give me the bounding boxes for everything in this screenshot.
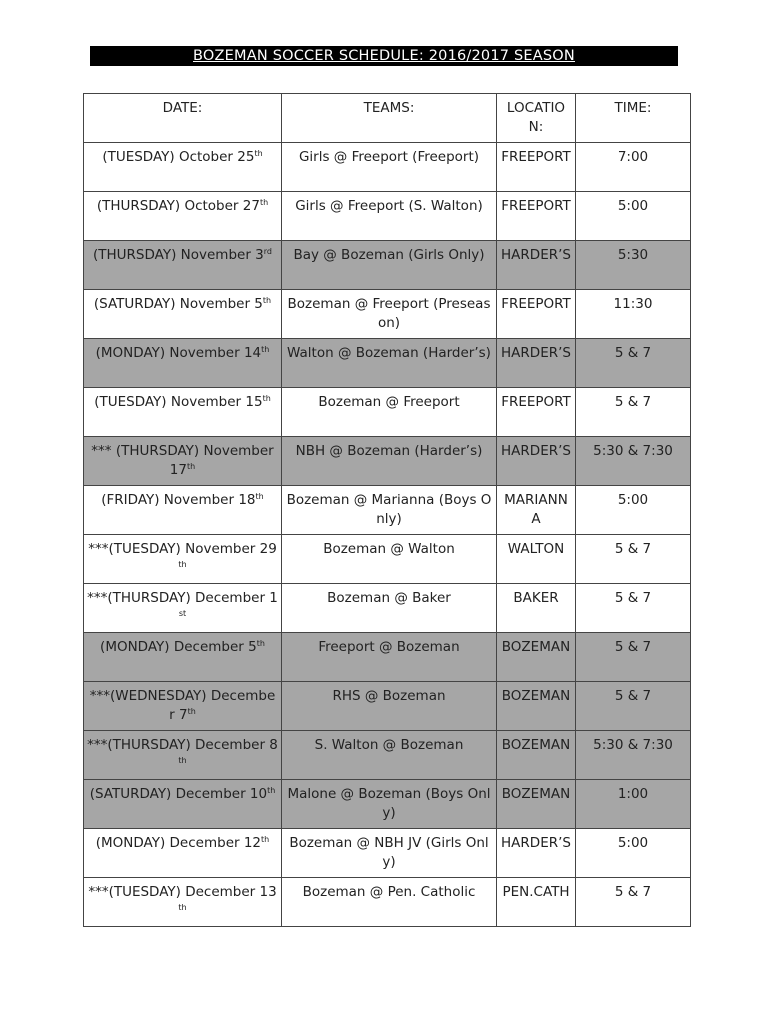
location-cell [497, 682, 576, 731]
table-row [84, 339, 691, 388]
location-cell [497, 486, 576, 535]
teams-cell [282, 388, 497, 437]
location-cell [497, 829, 576, 878]
time-cell-text: 7:00 [617, 149, 649, 165]
date-cell-text: (TUESDAY) November 15 [94, 394, 263, 410]
date-cell [84, 829, 282, 878]
time-cell-text: 5 & 7 [614, 541, 652, 557]
time-cell-text: 5:00 [617, 198, 649, 214]
date-cell-text: (MONDAY) December 5 [100, 639, 257, 655]
date-cell [84, 535, 282, 584]
location-cell-text: BAKER [513, 590, 559, 606]
time-cell [576, 731, 691, 780]
date-cell-text: (THURSDAY) October 27 [96, 198, 260, 214]
header-date: DATE: [84, 94, 282, 143]
date-cell [84, 780, 282, 829]
time-cell-text: 5:00 [617, 492, 649, 508]
teams-cell [282, 290, 497, 339]
date-cell-text: ***(THURSDAY) December 1 [87, 590, 278, 606]
teams-cell [282, 192, 497, 241]
time-cell [576, 829, 691, 878]
date-cell-text: ***(THURSDAY) December 8 [87, 737, 278, 753]
time-cell [576, 878, 691, 927]
location-cell [497, 143, 576, 192]
date-ordinal-suffix: st [178, 609, 187, 618]
date-cell [84, 584, 282, 633]
location-cell-text: BOZEMAN [501, 737, 571, 753]
teams-cell-text: Bozeman @ NBH JV (Girls Only) [289, 835, 489, 870]
location-cell-text: PEN.CATH [502, 884, 570, 900]
table-row [84, 486, 691, 535]
date-ordinal-suffix: th [178, 560, 187, 569]
time-cell-text: 5 & 7 [614, 590, 652, 606]
location-cell [497, 878, 576, 927]
header-location: LOCATION: [497, 94, 576, 143]
time-cell [576, 143, 691, 192]
teams-cell-text: Bozeman @ Freeport [318, 394, 460, 410]
teams-cell [282, 682, 497, 731]
teams-cell-text: Walton @ Bozeman (Harder’s) [287, 345, 491, 361]
time-cell-text: 5:30 [617, 247, 649, 263]
time-cell-text: 11:30 [613, 296, 653, 312]
date-cell-text: (MONDAY) December 12 [95, 835, 262, 851]
date-ordinal-suffix: th [256, 639, 265, 648]
location-cell [497, 633, 576, 682]
time-cell [576, 535, 691, 584]
teams-cell [282, 780, 497, 829]
teams-cell-text: RHS @ Bozeman [332, 688, 446, 704]
table-row [84, 535, 691, 584]
location-cell-text: BOZEMAN [501, 639, 571, 655]
date-cell [84, 682, 282, 731]
location-cell [497, 241, 576, 290]
table-row [84, 780, 691, 829]
date-ordinal-suffix: th [254, 149, 263, 158]
date-ordinal-suffix: th [178, 903, 187, 912]
date-cell [84, 290, 282, 339]
teams-cell-text: NBH @ Bozeman (Harder’s) [295, 443, 483, 459]
time-cell [576, 192, 691, 241]
date-cell [84, 241, 282, 290]
table-row [84, 731, 691, 780]
time-cell-text: 5:30 & 7:30 [593, 737, 673, 753]
teams-cell-text: Bozeman @ Marianna (Boys Only) [286, 492, 492, 527]
table-row [84, 829, 691, 878]
teams-cell-text: Bozeman @ Baker [327, 590, 451, 606]
date-ordinal-suffix: th [262, 394, 271, 403]
location-cell [497, 339, 576, 388]
date-cell-text: ***(TUESDAY) December 13 [88, 884, 277, 900]
teams-cell-text: Girls @ Freeport (S. Walton) [295, 198, 483, 214]
location-cell-text: HARDER’S [501, 443, 571, 459]
table-row [84, 584, 691, 633]
location-cell [497, 535, 576, 584]
location-cell-text: HARDER’S [501, 835, 571, 851]
header-time: TIME: [576, 94, 691, 143]
location-cell-text: WALTON [507, 541, 565, 557]
date-cell [84, 388, 282, 437]
teams-cell-text: Bay @ Bozeman (Girls Only) [293, 247, 485, 263]
time-cell [576, 780, 691, 829]
location-cell-text: BOZEMAN [501, 688, 571, 704]
header-teams: TEAMS: [282, 94, 497, 143]
location-cell [497, 780, 576, 829]
time-cell-text: 5 & 7 [614, 688, 652, 704]
teams-cell [282, 633, 497, 682]
table-row [84, 388, 691, 437]
teams-cell [282, 829, 497, 878]
date-ordinal-suffix: rd [263, 247, 272, 256]
time-cell [576, 633, 691, 682]
schedule-title [90, 46, 678, 66]
date-cell-text: (THURSDAY) November 3 [93, 247, 264, 263]
location-cell [497, 584, 576, 633]
time-cell-text: 5 & 7 [614, 639, 652, 655]
schedule-table [83, 93, 691, 927]
schedule-title-text: BOZEMAN SOCCER SCHEDULE: 2016/2017 SEASON [193, 48, 575, 64]
date-ordinal-suffix: th [259, 198, 269, 207]
teams-cell [282, 437, 497, 486]
table-row [84, 437, 691, 486]
time-cell [576, 290, 691, 339]
date-ordinal-suffix: th [255, 492, 264, 501]
location-cell-text: FREEPORT [501, 296, 571, 312]
teams-cell [282, 731, 497, 780]
teams-cell-text: Bozeman @ Walton [323, 541, 455, 557]
date-cell-text: (TUESDAY) October 25 [102, 149, 255, 165]
teams-cell [282, 535, 497, 584]
time-cell [576, 437, 691, 486]
location-cell-text: BOZEMAN [501, 786, 571, 802]
teams-cell [282, 878, 497, 927]
location-cell [497, 437, 576, 486]
time-cell-text: 5 & 7 [614, 884, 652, 900]
header-row [84, 94, 691, 143]
time-cell [576, 682, 691, 731]
location-cell-text: HARDER’S [501, 247, 571, 263]
location-cell-text: FREEPORT [501, 149, 571, 165]
location-cell [497, 192, 576, 241]
teams-cell-text: Freeport @ Bozeman [318, 639, 460, 655]
teams-cell-text: Malone @ Bozeman (Boys Only) [287, 786, 491, 821]
location-cell-text: HARDER’S [501, 345, 571, 361]
date-ordinal-suffix: th [178, 756, 187, 765]
table-row [84, 290, 691, 339]
location-cell-text: FREEPORT [501, 198, 571, 214]
location-cell [497, 731, 576, 780]
time-cell [576, 339, 691, 388]
date-cell [84, 731, 282, 780]
date-cell [84, 437, 282, 486]
date-cell [84, 486, 282, 535]
table-row [84, 241, 691, 290]
date-cell-text: ***(TUESDAY) November 29 [88, 541, 277, 557]
time-cell [576, 486, 691, 535]
date-ordinal-suffix: th [261, 345, 270, 354]
date-cell-text: ***(WEDNESDAY) December 7 [89, 688, 276, 723]
date-cell-text: (SATURDAY) November 5 [93, 296, 263, 312]
date-cell-text: (MONDAY) November 14 [95, 345, 262, 361]
time-cell-text: 5 & 7 [614, 345, 652, 361]
teams-cell-text: S. Walton @ Bozeman [314, 737, 464, 753]
date-ordinal-suffix: th [187, 707, 196, 716]
teams-cell-text: Bozeman @ Freeport (Preseason) [287, 296, 491, 331]
teams-cell-text: Bozeman @ Pen. Catholic [302, 884, 476, 900]
time-cell-text: 1:00 [617, 786, 649, 802]
date-ordinal-suffix: th [261, 835, 270, 844]
location-cell-text: MARIANNA [504, 492, 568, 527]
teams-cell [282, 143, 497, 192]
teams-cell [282, 486, 497, 535]
date-ordinal-suffix: th [267, 786, 276, 795]
table-row [84, 633, 691, 682]
table-row [84, 192, 691, 241]
time-cell [576, 241, 691, 290]
location-cell [497, 290, 576, 339]
teams-cell [282, 339, 497, 388]
time-cell-text: 5 & 7 [614, 394, 652, 410]
date-cell-text: *** (THURSDAY) November 17 [91, 443, 274, 478]
date-ordinal-suffix: th [186, 462, 196, 471]
teams-cell-text: Girls @ Freeport (Freeport) [298, 149, 480, 165]
table-row [84, 878, 691, 927]
time-cell-text: 5:00 [617, 835, 649, 851]
date-cell [84, 878, 282, 927]
location-cell [497, 388, 576, 437]
teams-cell [282, 584, 497, 633]
location-cell-text: FREEPORT [501, 394, 571, 410]
time-cell-text: 5:30 & 7:30 [593, 443, 673, 459]
date-ordinal-suffix: th [262, 296, 272, 305]
date-cell [84, 339, 282, 388]
teams-cell [282, 241, 497, 290]
date-cell [84, 192, 282, 241]
date-cell [84, 633, 282, 682]
table-row [84, 682, 691, 731]
date-cell-text: (SATURDAY) December 10 [89, 786, 268, 802]
time-cell [576, 388, 691, 437]
time-cell [576, 584, 691, 633]
table-row [84, 143, 691, 192]
date-cell-text: (FRIDAY) November 18 [101, 492, 256, 508]
date-cell [84, 143, 282, 192]
